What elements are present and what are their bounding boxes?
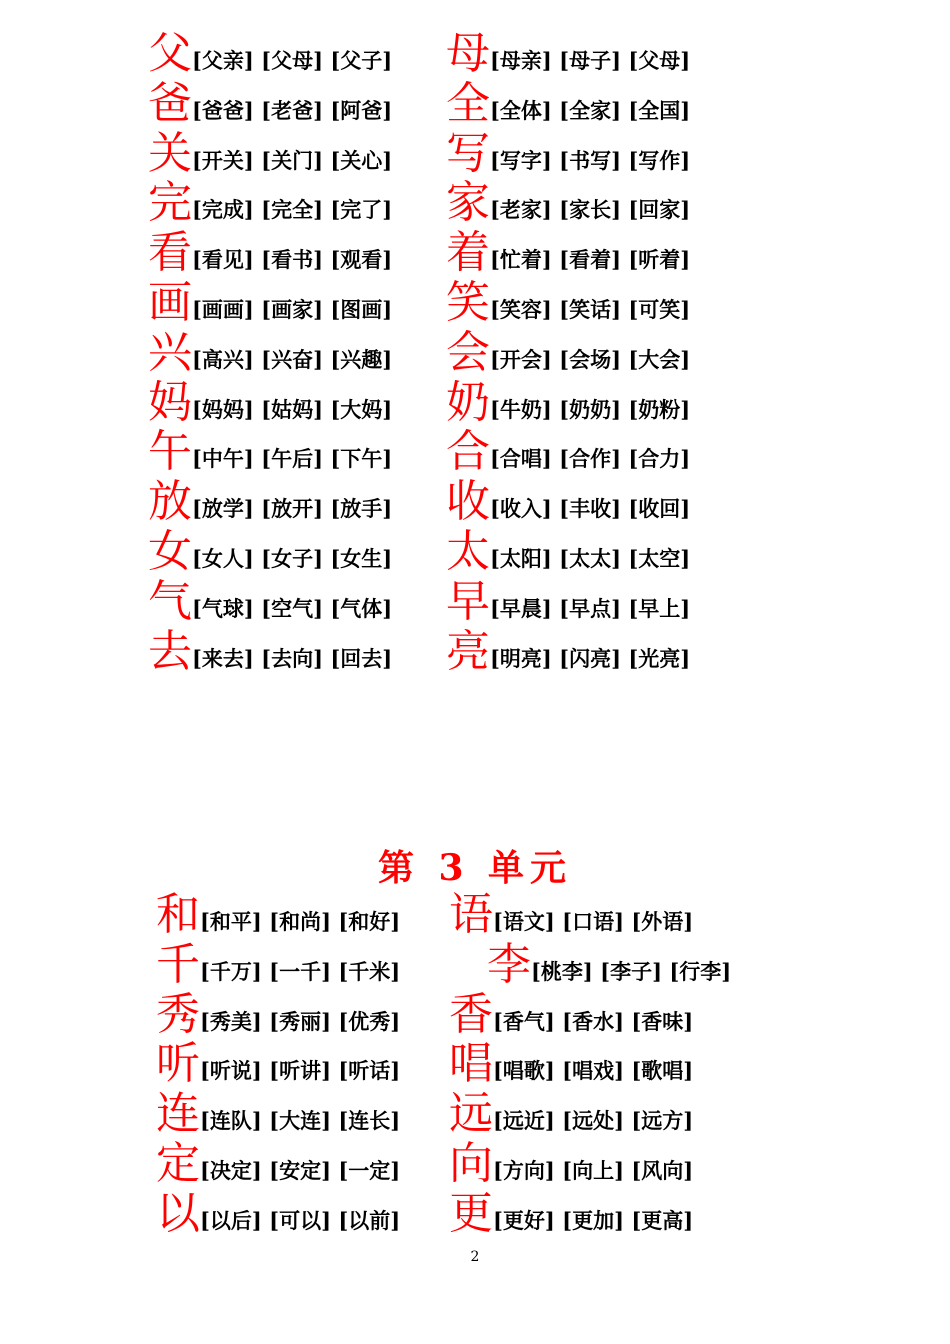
vocab-words: [写字] [书写] [写作] <box>490 147 691 173</box>
vocab-character: 午 <box>148 426 192 478</box>
vocab-entry <box>148 77 393 129</box>
vocab-character: 定 <box>156 1138 200 1189</box>
vocab-character: 完 <box>148 177 192 229</box>
vocab-character: 唱 <box>449 1038 493 1090</box>
vocab-entry <box>148 326 393 378</box>
vocab-character: 以 <box>156 1187 200 1239</box>
vocab-entry <box>487 938 732 990</box>
vocab-words: [妈妈] [姑妈] [大妈] <box>192 396 393 422</box>
vocab-entry <box>449 1138 694 1189</box>
vocab-entry <box>446 476 691 528</box>
vocab-character: 千 <box>156 938 200 990</box>
vocab-character: 全 <box>446 77 490 129</box>
vocab-words: [父亲] [父母] [父子] <box>192 48 393 73</box>
vocab-words: [画画] [画家] [图画] <box>192 297 393 322</box>
vocab-words: [桃李] [李子] [行李] <box>531 958 732 984</box>
vocab-words: [笑容] [笑话] [可笑] <box>490 297 691 322</box>
vocab-entry <box>446 127 691 179</box>
vocab-entry <box>449 1038 694 1090</box>
vocab-words: [完成] [完全] [完了] <box>192 197 393 223</box>
vocab-character: 写 <box>446 127 490 179</box>
vocab-character: 秀 <box>156 988 200 1040</box>
vocab-character: 爸 <box>148 77 192 129</box>
vocab-character: 笑 <box>446 277 490 328</box>
vocab-words: [收入] [丰收] [收回] <box>490 496 691 522</box>
vocab-entry <box>446 575 691 627</box>
vocab-character: 香 <box>449 988 493 1040</box>
vocab-entry <box>148 625 393 677</box>
vocab-character: 放 <box>148 476 192 528</box>
vocab-entry <box>148 277 393 328</box>
vocab-words: [母亲] [母子] [父母] <box>490 48 691 73</box>
vocab-words: [连队] [大连] [连长] <box>200 1108 401 1134</box>
vocab-character: 听 <box>156 1038 200 1090</box>
vocab-character: 合 <box>446 426 490 478</box>
vocab-entry <box>156 1187 401 1239</box>
vocab-entry <box>449 1187 694 1239</box>
unit-title: 第 3 单元 <box>377 847 573 889</box>
vocab-words: [千万] [一千] [千米] <box>200 958 401 984</box>
vocab-words: [秀美] [秀丽] [优秀] <box>200 1008 401 1034</box>
vocab-words: [来去] [去向] [回去] <box>192 645 393 671</box>
vocab-character: 着 <box>446 227 490 279</box>
vocab-words: [中午] [午后] [下午] <box>192 446 393 472</box>
vocab-words: [语文] [口语] [外语] <box>493 909 694 934</box>
vocab-entry <box>156 1138 401 1189</box>
vocab-character: 画 <box>148 277 192 328</box>
vocab-character: 看 <box>148 227 192 279</box>
vocab-words: [方向] [向上] [风向] <box>493 1158 694 1183</box>
vocab-words: [远近] [远处] [远方] <box>493 1108 694 1134</box>
vocab-character: 李 <box>487 938 531 990</box>
vocab-entry <box>148 476 393 528</box>
vocab-character: 女 <box>148 526 192 577</box>
vocab-character: 兴 <box>148 326 192 378</box>
vocab-entry <box>446 177 691 229</box>
vocab-character: 父 <box>148 28 192 79</box>
vocab-character: 早 <box>446 575 490 627</box>
vocab-words: [唱歌] [唱戏] [歌唱] <box>493 1058 694 1084</box>
vocab-character: 奶 <box>446 376 490 428</box>
vocab-character: 气 <box>148 575 192 627</box>
vocab-entry <box>449 889 694 940</box>
vocab-words: [牛奶] [奶奶] [奶粉] <box>490 396 691 422</box>
vocab-entry <box>449 988 694 1040</box>
vocab-words: [明亮] [闪亮] [光亮] <box>490 645 691 671</box>
vocab-words: [香气] [香水] [香味] <box>493 1008 694 1034</box>
vocab-words: [更好] [更加] [更高] <box>493 1207 694 1233</box>
vocab-words: [开关] [关门] [关心] <box>192 147 393 173</box>
vocab-entry <box>156 988 401 1040</box>
vocab-entry <box>148 526 393 577</box>
page-number: 2 <box>470 1249 480 1265</box>
vocab-words: [决定] [安定] [一定] <box>200 1158 401 1183</box>
vocab-words: [以后] [可以] [以前] <box>200 1207 401 1233</box>
vocab-entry <box>446 625 691 677</box>
vocab-entry <box>156 1088 401 1140</box>
vocab-character: 收 <box>446 476 490 528</box>
vocab-character: 会 <box>446 326 490 378</box>
vocab-character: 母 <box>446 28 490 79</box>
vocab-character: 妈 <box>148 376 192 428</box>
vocab-character: 向 <box>449 1138 493 1189</box>
vocab-entry <box>148 426 393 478</box>
vocab-character: 关 <box>148 127 192 179</box>
vocab-words: [老家] [家长] [回家] <box>490 197 691 223</box>
vocab-words: [太阳] [太太] [太空] <box>490 546 691 571</box>
vocab-words: [放学] [放开] [放手] <box>192 496 393 522</box>
vocab-entry <box>148 177 393 229</box>
vocab-words: [高兴] [兴奋] [兴趣] <box>192 346 393 372</box>
vocab-entry <box>156 889 401 940</box>
vocab-character: 更 <box>449 1187 493 1239</box>
vocab-words: [爸爸] [老爸] [阿爸] <box>192 97 393 123</box>
vocab-entry <box>446 277 691 328</box>
vocab-character: 亮 <box>446 625 490 677</box>
vocab-entry <box>148 227 393 279</box>
vocab-words: [早晨] [早点] [早上] <box>490 595 691 621</box>
vocab-entry <box>148 575 393 627</box>
vocab-words: [合唱] [合作] [合力] <box>490 446 691 472</box>
vocab-entry <box>446 77 691 129</box>
vocab-words: [忙着] [看着] [听着] <box>490 247 691 273</box>
vocab-words: [听说] [听讲] [听话] <box>200 1058 401 1084</box>
vocab-entry <box>446 376 691 428</box>
vocab-entry <box>156 1038 401 1090</box>
vocab-character: 太 <box>446 526 490 577</box>
vocab-entry <box>148 28 393 79</box>
vocab-words: [开会] [会场] [大会] <box>490 346 691 372</box>
vocab-words: [女人] [女子] [女生] <box>192 546 393 571</box>
vocab-entry <box>148 376 393 428</box>
vocab-character: 家 <box>446 177 490 229</box>
vocab-entry <box>446 526 691 577</box>
vocab-words: [看见] [看书] [观看] <box>192 247 393 273</box>
vocab-words: [气球] [空气] [气体] <box>192 595 393 621</box>
vocab-entry <box>148 127 393 179</box>
vocab-entry <box>446 227 691 279</box>
vocab-character: 连 <box>156 1088 200 1140</box>
vocab-words: [和平] [和尚] [和好] <box>200 909 401 934</box>
vocab-entry <box>446 426 691 478</box>
vocab-entry <box>449 1088 694 1140</box>
vocab-entry <box>446 326 691 378</box>
vocab-character: 去 <box>148 625 192 677</box>
vocab-character: 远 <box>449 1088 493 1140</box>
vocab-character: 语 <box>449 889 493 940</box>
vocab-entry <box>156 938 401 990</box>
vocab-entry <box>446 28 691 79</box>
vocab-character: 和 <box>156 889 200 940</box>
vocab-words: [全体] [全家] [全国] <box>490 97 691 123</box>
